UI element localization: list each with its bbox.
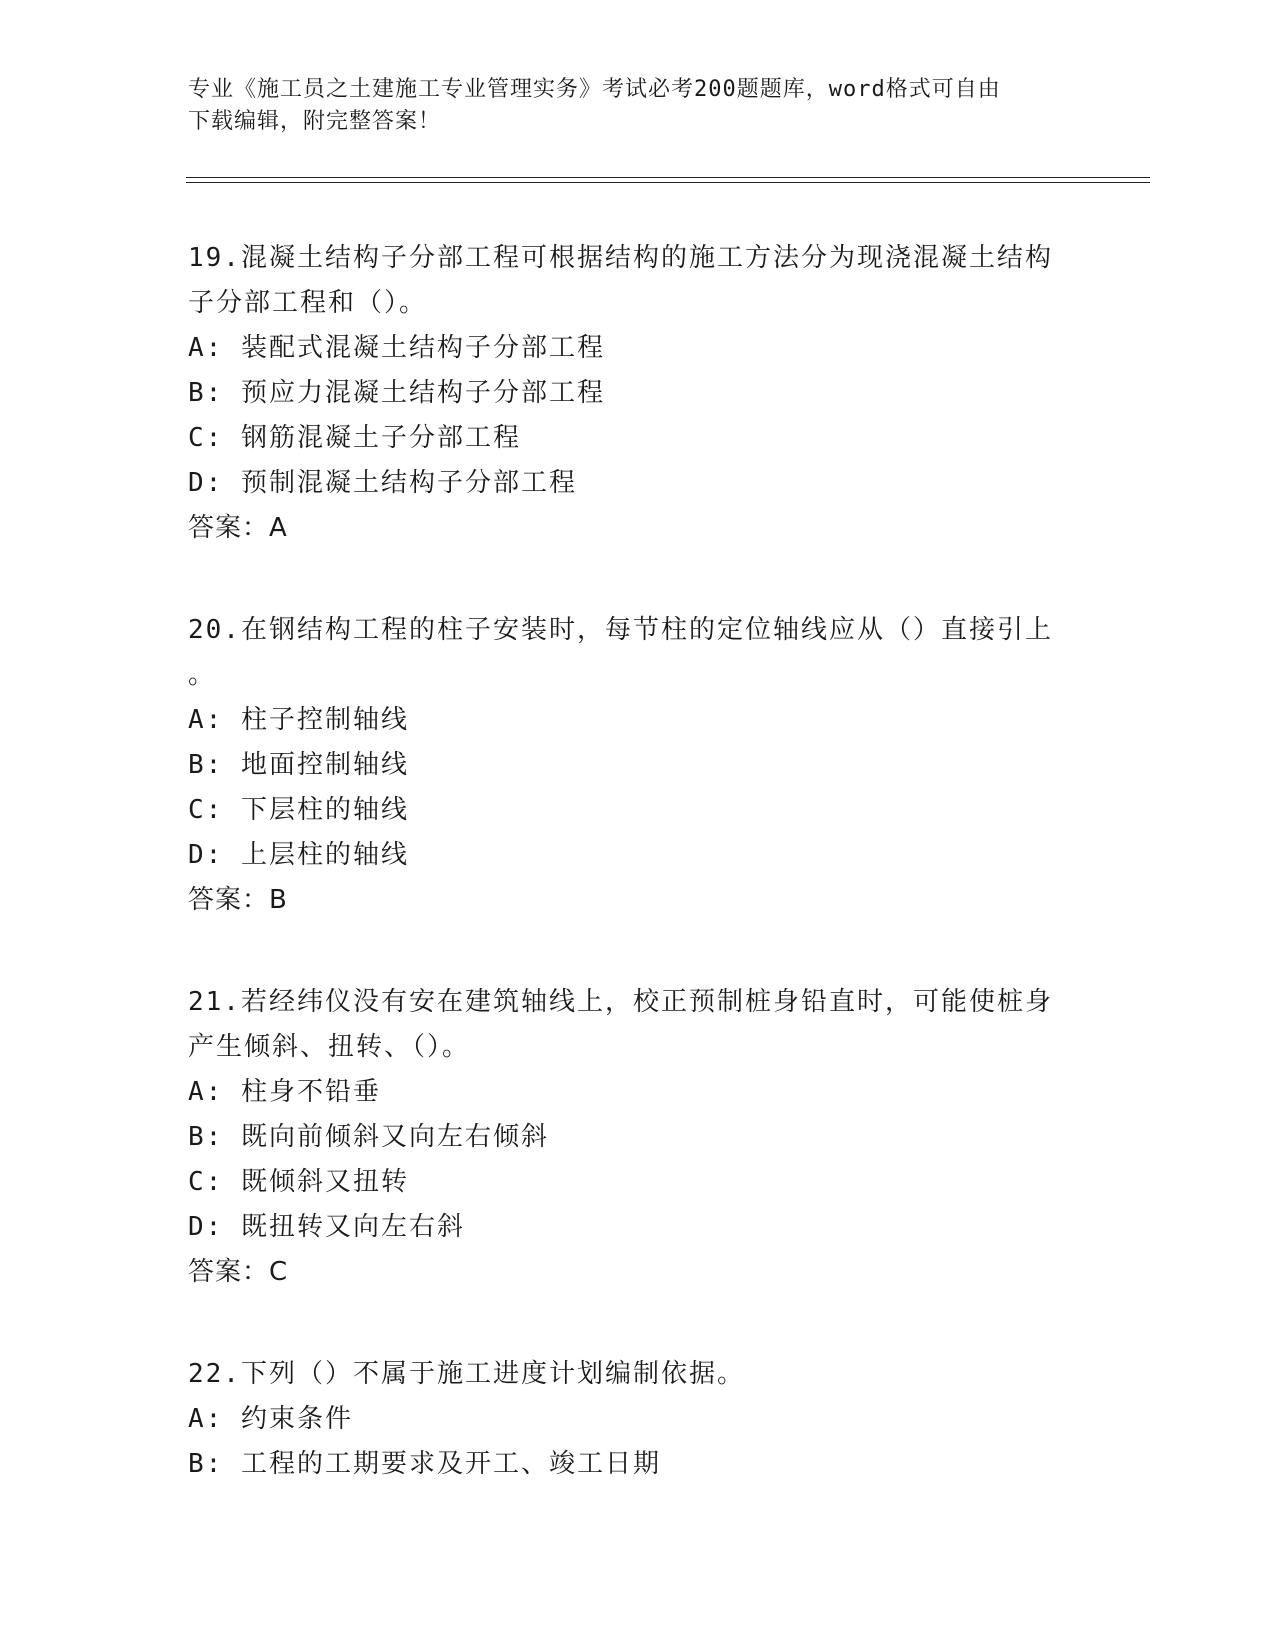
option-key: C: [188, 423, 224, 453]
option-key: D: [188, 1212, 224, 1242]
option-key: D: [188, 468, 224, 498]
option-b [188, 743, 1088, 788]
question-stem-line: 22.下列（）不属于施工进度计划编制依据。 [188, 1359, 745, 1389]
question-stem-line: 20.在钢结构工程的柱子安装时，每节柱的定位轴线应从（）直接引上 [188, 615, 1053, 645]
option-text: 装配式混凝土结构子分部工程 [240, 333, 605, 363]
option-text: 既倾斜又扭转 [240, 1167, 409, 1197]
option-c [188, 788, 1088, 833]
header-divider-bottom [186, 182, 1150, 183]
question-21 [188, 980, 1088, 1295]
document-header [188, 74, 1068, 138]
answer-value: B [269, 885, 288, 915]
header-line-2: 下载编辑，附完整答案！ [188, 109, 442, 134]
question-list [188, 236, 1088, 1544]
answer-label: 答案： [188, 1257, 270, 1287]
question-stem-line: 产生倾斜、扭转、（）。 [188, 1032, 471, 1062]
answer-value: A [269, 513, 288, 543]
option-key: D: [188, 840, 224, 870]
option-key: A: [188, 705, 224, 735]
option-text: 柱身不铅垂 [240, 1077, 381, 1107]
option-key: B: [188, 378, 224, 408]
option-text: 下层柱的轴线 [240, 795, 409, 825]
option-text: 地面控制轴线 [240, 750, 409, 780]
option-key: C: [188, 1167, 224, 1197]
option-d [188, 461, 1088, 506]
option-b [188, 1442, 1088, 1487]
option-text: 柱子控制轴线 [240, 705, 409, 735]
question-stem-line: 子分部工程和（）。 [188, 288, 428, 318]
option-key: A: [188, 1404, 224, 1434]
option-key: B: [188, 1449, 224, 1479]
question-19 [188, 236, 1088, 551]
option-text: 钢筋混凝土子分部工程 [240, 423, 521, 453]
option-d [188, 833, 1088, 878]
question-stem-line: 19.混凝土结构子分部工程可根据结构的施工方法分为现浇混凝土结构 [188, 243, 1053, 273]
option-a [188, 1070, 1088, 1115]
header-line-1: 专业《施工员之土建施工专业管理实务》考试必考200题题库，word格式可自由 [188, 77, 1001, 102]
option-key: B: [188, 1122, 224, 1152]
header-divider-top [186, 177, 1150, 178]
option-a [188, 698, 1088, 743]
answer-line [188, 1250, 1088, 1295]
option-text: 上层柱的轴线 [240, 840, 409, 870]
option-text: 约束条件 [240, 1404, 353, 1434]
question-stem-line: 21.若经纬仪没有安在建筑轴线上，校正预制桩身铅直时，可能使桩身 [188, 987, 1053, 1017]
option-key: C: [188, 795, 224, 825]
answer-value: C [269, 1257, 289, 1287]
answer-label: 答案： [188, 513, 270, 543]
option-key: B: [188, 750, 224, 780]
option-text: 预制混凝土结构子分部工程 [240, 468, 577, 498]
option-c [188, 1160, 1088, 1205]
option-text: 预应力混凝土结构子分部工程 [240, 378, 605, 408]
question-20 [188, 608, 1088, 923]
question-22 [188, 1352, 1088, 1487]
option-d [188, 1205, 1088, 1250]
option-c [188, 416, 1088, 461]
answer-label: 答案： [188, 885, 270, 915]
option-b [188, 371, 1088, 416]
option-text: 既扭转又向左右斜 [240, 1212, 465, 1242]
question-stem-line: 。 [188, 660, 217, 690]
option-text: 工程的工期要求及开工、竣工日期 [240, 1449, 661, 1479]
option-key: A: [188, 333, 224, 363]
option-b [188, 1115, 1088, 1160]
option-a [188, 1397, 1088, 1442]
answer-line [188, 506, 1088, 551]
option-text: 既向前倾斜又向左右倾斜 [240, 1122, 549, 1152]
option-key: A: [188, 1077, 224, 1107]
answer-line [188, 878, 1088, 923]
option-a [188, 326, 1088, 371]
